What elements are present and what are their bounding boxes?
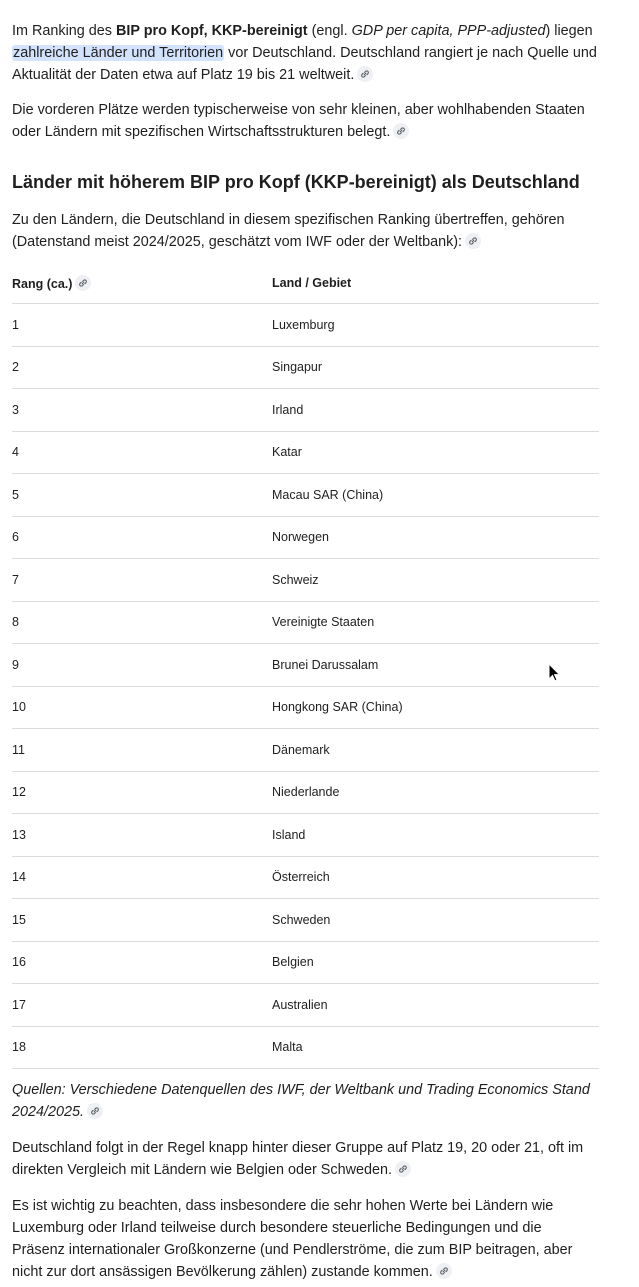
rank-cell: 8 bbox=[12, 601, 272, 644]
table-row bbox=[12, 729, 599, 772]
country-cell: Katar bbox=[272, 431, 599, 474]
paragraph-4 bbox=[12, 1137, 598, 1181]
intro-text: Im Ranking des bbox=[12, 23, 116, 39]
country-cell: Hongkong SAR (China) bbox=[272, 686, 599, 729]
table-row bbox=[12, 984, 599, 1027]
table-row bbox=[12, 431, 599, 474]
paragraph-3-text: Zu den Ländern, die Deutschland in diesem spezifischen Ranking übertreffen, gehören (Datenstand meist 2024/2025, geschätzt vom IWF oder der Weltbank): bbox=[12, 212, 565, 250]
rank-cell: 7 bbox=[12, 559, 272, 602]
table-row bbox=[12, 389, 599, 432]
highlighted-text[interactable]: zahlreiche Länder und Territorien bbox=[13, 45, 224, 61]
table-row bbox=[12, 346, 599, 389]
rank-cell: 3 bbox=[12, 389, 272, 432]
table-row bbox=[12, 644, 599, 687]
rank-cell: 18 bbox=[12, 1026, 272, 1069]
intro-text: vor Deutschland. Deutschland rangiert je nach Quelle und Aktualität der Daten etwa auf Platz 19 bis 21 weltweit. bbox=[12, 45, 597, 83]
intro-text: ) liegen bbox=[545, 23, 593, 39]
sources-note bbox=[12, 1079, 598, 1123]
paragraph-3 bbox=[12, 209, 598, 253]
source-link-icon[interactable] bbox=[395, 1161, 411, 1177]
country-cell: Singapur bbox=[272, 346, 599, 389]
country-cell: Niederlande bbox=[272, 771, 599, 814]
mouse-cursor-icon bbox=[548, 663, 562, 683]
source-link-icon[interactable] bbox=[465, 233, 481, 249]
table-row bbox=[12, 601, 599, 644]
table-row bbox=[12, 771, 599, 814]
rank-cell: 17 bbox=[12, 984, 272, 1027]
rank-cell: 12 bbox=[12, 771, 272, 814]
rank-cell: 2 bbox=[12, 346, 272, 389]
country-cell: Belgien bbox=[272, 941, 599, 984]
rank-cell: 13 bbox=[12, 814, 272, 857]
rank-cell: 11 bbox=[12, 729, 272, 772]
rank-cell: 16 bbox=[12, 941, 272, 984]
table-row bbox=[12, 304, 599, 347]
country-cell: Dänemark bbox=[272, 729, 599, 772]
column-header-rank: Rang (ca.) bbox=[12, 263, 272, 304]
table-row bbox=[12, 559, 599, 602]
country-cell: Brunei Darussalam bbox=[272, 644, 599, 687]
country-cell: Norwegen bbox=[272, 516, 599, 559]
table-row bbox=[12, 516, 599, 559]
country-cell: Australien bbox=[272, 984, 599, 1027]
source-link-icon[interactable] bbox=[436, 1263, 452, 1279]
source-link-icon[interactable] bbox=[87, 1103, 103, 1119]
rank-cell: 14 bbox=[12, 856, 272, 899]
country-cell: Schweden bbox=[272, 899, 599, 942]
rank-cell: 1 bbox=[12, 304, 272, 347]
intro-text: (engl. bbox=[307, 23, 352, 39]
table-row bbox=[12, 1026, 599, 1069]
paragraph-5 bbox=[12, 1195, 598, 1283]
table-row bbox=[12, 814, 599, 857]
country-cell: Luxemburg bbox=[272, 304, 599, 347]
table-row bbox=[12, 899, 599, 942]
country-cell: Schweiz bbox=[272, 559, 599, 602]
intro-paragraph bbox=[12, 20, 598, 86]
section-heading: Länder mit höherem BIP pro Kopf (KKP-bereinigt) als Deutschland bbox=[12, 172, 580, 192]
source-link-icon[interactable] bbox=[393, 123, 409, 139]
source-link-icon[interactable] bbox=[75, 275, 91, 291]
country-cell: Irland bbox=[272, 389, 599, 432]
paragraph-4-text: Deutschland folgt in der Regel knapp hinter dieser Gruppe auf Platz 19, 20 oder 21, oft im direkten Vergleich mit Ländern wie Belgien oder Schweden. bbox=[12, 1140, 584, 1178]
table-row bbox=[12, 856, 599, 899]
paragraph-2 bbox=[12, 99, 598, 143]
intro-italic: GDP per capita, PPP-adjusted bbox=[351, 23, 546, 39]
table-row bbox=[12, 686, 599, 729]
rank-cell: 15 bbox=[12, 899, 272, 942]
country-cell: Vereinigte Staaten bbox=[272, 601, 599, 644]
rank-cell: 4 bbox=[12, 431, 272, 474]
table-row bbox=[12, 941, 599, 984]
rank-cell: 5 bbox=[12, 474, 272, 517]
intro-bold: BIP pro Kopf, KKP-bereinigt bbox=[115, 23, 308, 39]
sources-text: Quellen: Verschiedene Datenquellen des IWF, der Weltbank und Trading Economics Stand 2024/2025. bbox=[12, 1082, 590, 1120]
country-cell: Malta bbox=[272, 1026, 599, 1069]
country-cell: Island bbox=[272, 814, 599, 857]
ranking-table bbox=[12, 263, 599, 1069]
country-cell: Österreich bbox=[272, 856, 599, 899]
table-row bbox=[12, 474, 599, 517]
rank-cell: 6 bbox=[12, 516, 272, 559]
rank-cell: 9 bbox=[12, 644, 272, 687]
paragraph-5-text: Es ist wichtig zu beachten, dass insbesondere die sehr hohen Werte bei Ländern wie Luxemburg oder Irland teilweise durch besondere steuerliche Bedingungen und die Präsenz internationaler Großkonzerne (und Pendlerströme, die zum BIP beitragen, aber nicht zur dort ansässigen Bevölkerung zählen) zustande kommen. bbox=[12, 1198, 573, 1280]
country-cell: Macau SAR (China) bbox=[272, 474, 599, 517]
paragraph-2-text: Die vorderen Plätze werden typischerweise von sehr kleinen, aber wohlhabenden Staaten oder Ländern mit spezifischen Wirtschaftsstrukturen belegt. bbox=[12, 102, 585, 140]
column-header-country: Land / Gebiet bbox=[272, 263, 599, 304]
rank-cell: 10 bbox=[12, 686, 272, 729]
source-link-icon[interactable] bbox=[357, 66, 373, 82]
table-header-row bbox=[12, 263, 599, 304]
